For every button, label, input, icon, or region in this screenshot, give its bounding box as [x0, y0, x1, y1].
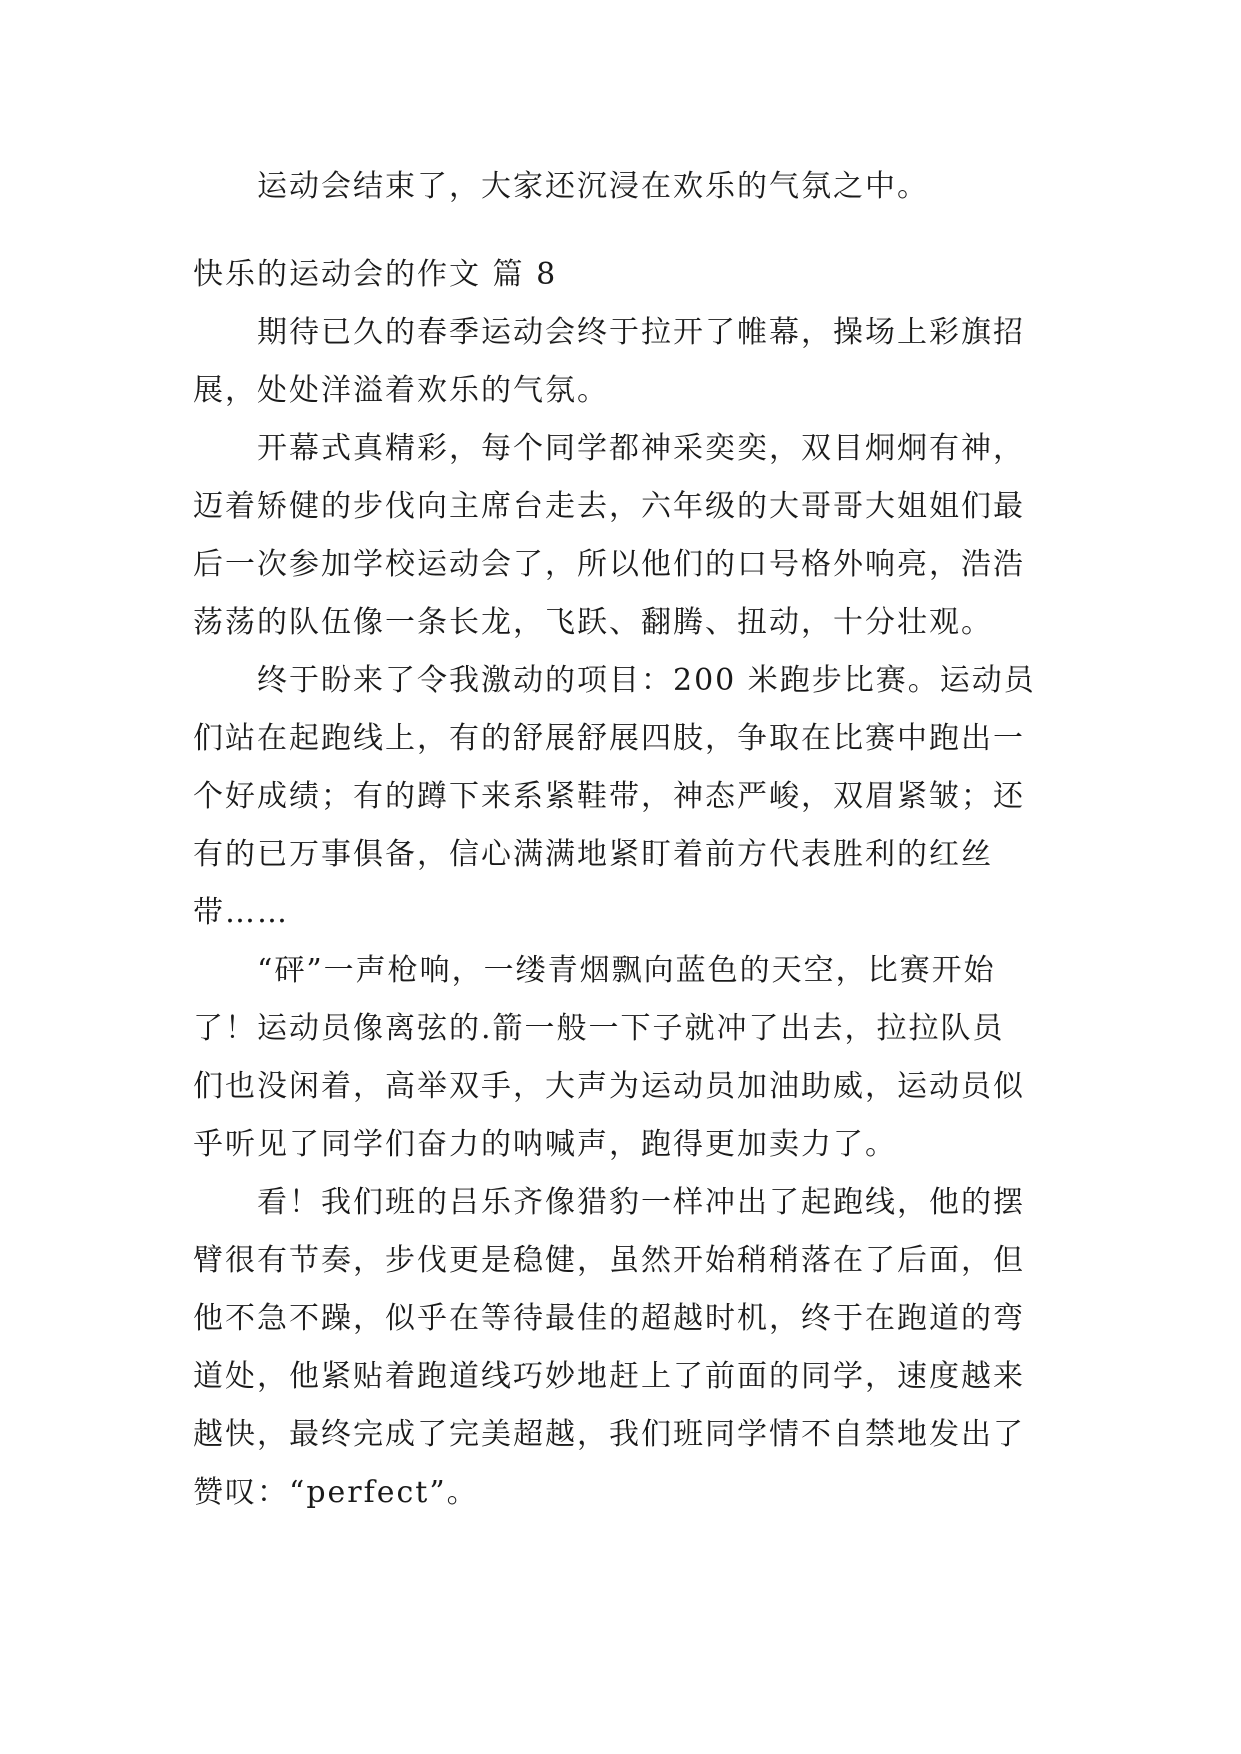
- paragraph-line: 道处，他紧贴着跑道线巧妙地赶上了前面的同学，速度越来: [193, 1359, 1025, 1394]
- document-body: [193, 158, 1053, 1522]
- paragraph-line: 期待已久的春季运动会终于拉开了帷幕，操场上彩旗招: [257, 315, 1025, 350]
- paragraph-line: 展，处处洋溢着欢乐的气氛。: [193, 373, 609, 408]
- paragraph-2: [193, 420, 1053, 652]
- paragraph-line: 了！运动员像离弦的.箭一般一下子就冲了出去，拉拉队员: [193, 1011, 1005, 1046]
- paragraph-line: 个好成绩；有的蹲下来系紧鞋带，神态严峻，双眉紧皱；还: [193, 779, 1025, 814]
- paragraph-5: [193, 1174, 1053, 1522]
- paragraph-line: 迈着矫健的步伐向主席台走去，六年级的大哥哥大姐姐们最: [193, 489, 1025, 524]
- paragraph-line: 终于盼来了令我激动的项目：200 米跑步比赛。运动员: [257, 663, 1036, 698]
- paragraph-line: 他不急不躁，似乎在等待最佳的超越时机，终于在跑道的弯: [193, 1301, 1025, 1336]
- paragraph-line: 们也没闲着，高举双手，大声为运动员加油助威，运动员似: [193, 1069, 1025, 1104]
- opening-line: 运动会结束了，大家还沉浸在欢乐的气氛之中。: [257, 169, 929, 204]
- paragraph-line: 带……: [193, 895, 289, 930]
- paragraph-line: “砰”一声枪响，一缕青烟飘向蓝色的天空，比赛开始: [257, 953, 996, 988]
- section-gap: [193, 216, 1053, 246]
- paragraph-line: 赞叹：“perfect”。: [193, 1475, 479, 1510]
- paragraph-1: [193, 304, 1053, 420]
- paragraph-line: 们站在起跑线上，有的舒展舒展四肢，争取在比赛中跑出一: [193, 721, 1025, 756]
- paragraph-line: 后一次参加学校运动会了，所以他们的口号格外响亮，浩浩: [193, 547, 1025, 582]
- paragraph-line: 看！我们班的吕乐齐像猎豹一样冲出了起跑线，他的摆: [257, 1185, 1025, 1220]
- paragraph-line: 有的已万事俱备，信心满满地紧盯着前方代表胜利的红丝: [193, 837, 993, 872]
- paragraph-line: 臂很有节奏，步伐更是稳健，虽然开始稍稍落在了后面，但: [193, 1243, 1025, 1278]
- paragraph-line: 荡荡的队伍像一条长龙，飞跃、翻腾、扭动，十分壮观。: [193, 605, 993, 640]
- paragraph-3: [193, 652, 1053, 942]
- paragraph-line: 开幕式真精彩，每个同学都神采奕奕，双目炯炯有神，: [257, 431, 1025, 466]
- paragraph-line: 越快，最终完成了完美超越，我们班同学情不自禁地发出了: [193, 1417, 1025, 1452]
- paragraph-line: 乎听见了同学们奋力的呐喊声，跑得更加卖力了。: [193, 1127, 897, 1162]
- paragraph-4: [193, 942, 1053, 1174]
- section-title: 快乐的运动会的作文 篇 8: [193, 257, 558, 292]
